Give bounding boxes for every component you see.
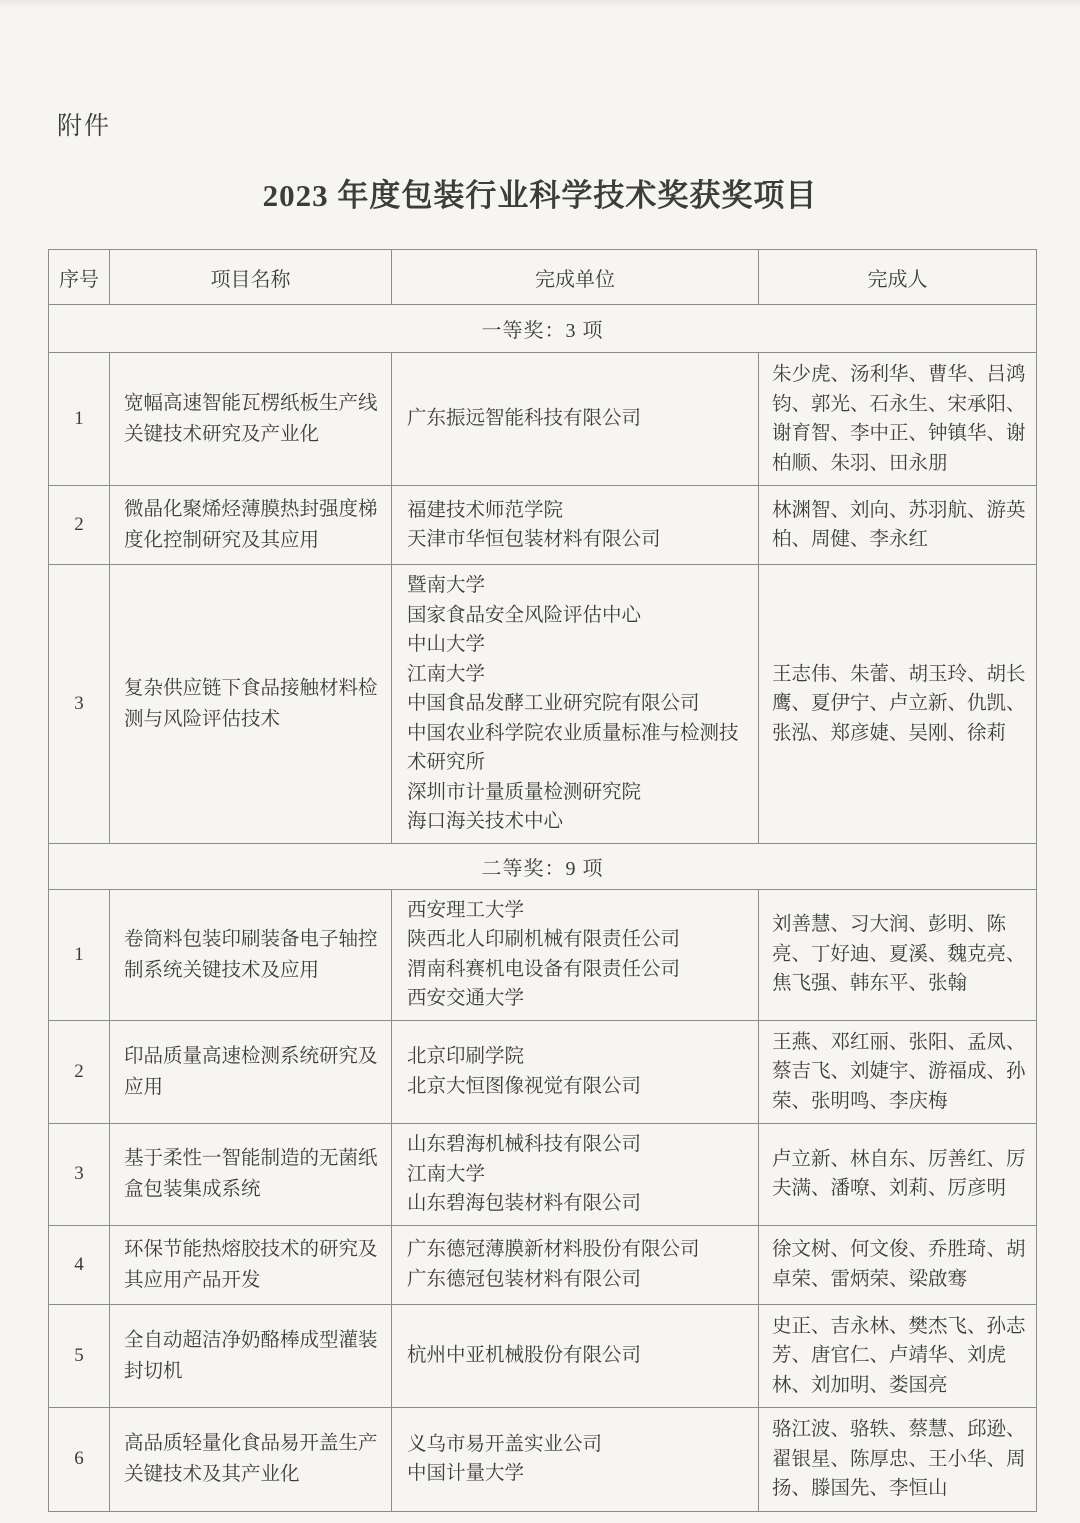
project-name-cell: 印品质量高速检测系统研究及应用: [110, 1020, 392, 1124]
unit-line: 江南大学: [407, 1163, 486, 1185]
row-number-cell: 2: [49, 486, 110, 565]
units-cell: [392, 486, 759, 565]
unit-line: 北京印刷学院: [407, 1046, 525, 1068]
unit-line: 西安交通大学: [407, 988, 525, 1009]
people-cell: 王燕、邓红丽、张阳、孟凤、蔡吉飞、刘婕宇、游福成、孙荣、张明鸣、李庆梅: [759, 1020, 1037, 1124]
units-cell: [392, 889, 759, 1020]
project-name-cell: 复杂供应链下食品接触材料检测与风险评估技术: [110, 565, 392, 844]
table-row: [49, 1020, 1037, 1124]
row-number-cell: 3: [49, 1124, 110, 1226]
project-name-cell: 宽幅高速智能瓦楞纸板生产线关键技术研究及产业化: [110, 353, 392, 486]
col-header-people: 完成人: [759, 250, 1037, 305]
unit-line: 福建技术师范学院: [407, 499, 564, 521]
section-header-second-prize: 二等奖：9 项: [49, 843, 1037, 889]
col-header-units: 完成单位: [392, 250, 759, 305]
units-cell: [392, 1225, 759, 1304]
project-name-cell: 全自动超洁净奶酪棒成型灌装封切机: [110, 1304, 392, 1408]
project-name-cell: 微晶化聚烯烃薄膜热封强度梯度化控制研究及其应用: [110, 486, 392, 565]
unit-line: 天津市华恒包装材料有限公司: [407, 529, 661, 550]
unit-line: 西安理工大学: [407, 899, 525, 921]
attachment-label: 附件: [57, 113, 112, 140]
col-header-project: 项目名称: [110, 250, 392, 305]
table-row: [49, 565, 1037, 844]
units-cell: [392, 1020, 759, 1124]
table-row: [49, 1408, 1037, 1512]
table-header-row: [49, 250, 1037, 305]
units-cell: [392, 565, 759, 844]
table-row: [49, 486, 1037, 565]
unit-line: 广东德冠包装材料有限公司: [407, 1268, 642, 1290]
unit-line: 山东碧海包装材料有限公司: [407, 1193, 642, 1214]
col-header-no: 序号: [49, 250, 110, 305]
row-number-cell: 1: [49, 353, 110, 486]
unit-line: 北京大恒图像视觉有限公司: [407, 1075, 642, 1097]
unit-line: 广东德冠薄膜新材料股份有限公司: [407, 1239, 700, 1260]
unit-line: 中山大学: [407, 634, 486, 655]
row-number-cell: 3: [49, 565, 110, 844]
people-cell: 骆江波、骆轶、蔡慧、邱逊、翟银星、陈厚忠、王小华、周扬、滕国先、李恒山: [759, 1408, 1037, 1512]
project-name-cell: 环保节能热熔胶技术的研究及其应用产品开发: [110, 1225, 392, 1304]
unit-line: 中国农业科学院农业质量标准与检测技术研究所: [407, 722, 739, 773]
people-cell: 卢立新、林自东、厉善红、厉夫满、潘嘹、刘莉、厉彦明: [759, 1124, 1037, 1226]
unit-line: 海口海关技术中心: [407, 811, 564, 832]
unit-line: 陕西北人印刷机械有限责任公司: [407, 929, 681, 950]
people-cell: 王志伟、朱蕾、胡玉玲、胡长鹰、夏伊宁、卢立新、仇凯、张泓、郑彦婕、吴刚、徐莉: [759, 565, 1037, 844]
unit-line: 江南大学: [407, 663, 486, 685]
row-number-cell: 2: [49, 1020, 110, 1124]
unit-line: 杭州中亚机械股份有限公司: [407, 1345, 642, 1366]
page-edge-shading: [0, 0, 1080, 8]
award-table: [48, 249, 1037, 1512]
unit-line: 暨南大学: [407, 575, 486, 596]
project-name-cell: 高品质轻量化食品易开盖生产关键技术及其产业化: [110, 1408, 392, 1512]
units-cell: [392, 1408, 759, 1512]
units-cell: [392, 1124, 759, 1226]
people-cell: 刘善慧、习大润、彭明、陈亮、丁好迪、夏溪、魏克亮、焦飞强、韩东平、张翰: [759, 889, 1037, 1020]
row-number-cell: 5: [49, 1304, 110, 1408]
unit-line: 渭南科赛机电设备有限责任公司: [407, 958, 681, 980]
people-cell: 徐文树、何文俊、乔胜琦、胡卓荣、雷炳荣、梁啟骞: [759, 1225, 1037, 1304]
unit-line: 义乌市易开盖实业公司: [407, 1433, 603, 1455]
row-number-cell: 6: [49, 1408, 110, 1512]
project-name-cell: 基于柔性一智能制造的无菌纸盒包装集成系统: [110, 1124, 392, 1226]
table-row: [49, 1225, 1037, 1304]
unit-line: 深圳市计量质量检测研究院: [407, 781, 642, 803]
units-cell: [392, 1304, 759, 1408]
row-number-cell: 1: [49, 889, 110, 1020]
units-cell: [392, 353, 759, 486]
project-name-cell: 卷筒料包装印刷装备电子轴控制系统关键技术及应用: [110, 889, 392, 1020]
section-header-row: [49, 305, 1037, 353]
unit-line: 中国计量大学: [407, 1463, 525, 1485]
unit-line: 国家食品安全风险评估中心: [407, 604, 642, 626]
section-header-first-prize: 一等奖：3 项: [49, 305, 1037, 353]
row-number-cell: 4: [49, 1225, 110, 1304]
table-row: [49, 353, 1037, 486]
people-cell: 林渊智、刘向、苏羽航、游英柏、周健、李永红: [759, 486, 1037, 565]
table-row: [49, 889, 1037, 1020]
page-title: 2023 年度包装行业科学技术奖获奖项目: [262, 178, 818, 213]
table-row: [49, 1304, 1037, 1408]
unit-line: 广东振远智能科技有限公司: [407, 408, 642, 430]
unit-line: 中国食品发酵工业研究院有限公司: [407, 693, 700, 714]
people-cell: 朱少虎、汤利华、曹华、吕鸿钧、郭光、石永生、宋承阳、谢育智、李中正、钟镇华、谢柏顺、朱羽、田永朋: [759, 353, 1037, 486]
people-cell: 史正、吉永林、樊杰飞、孙志芳、唐官仁、卢靖华、刘虎林、刘加明、娄国亮: [759, 1304, 1037, 1408]
table-row: [49, 1124, 1037, 1226]
section-header-row: [49, 843, 1037, 889]
unit-line: 山东碧海机械科技有限公司: [407, 1134, 642, 1155]
